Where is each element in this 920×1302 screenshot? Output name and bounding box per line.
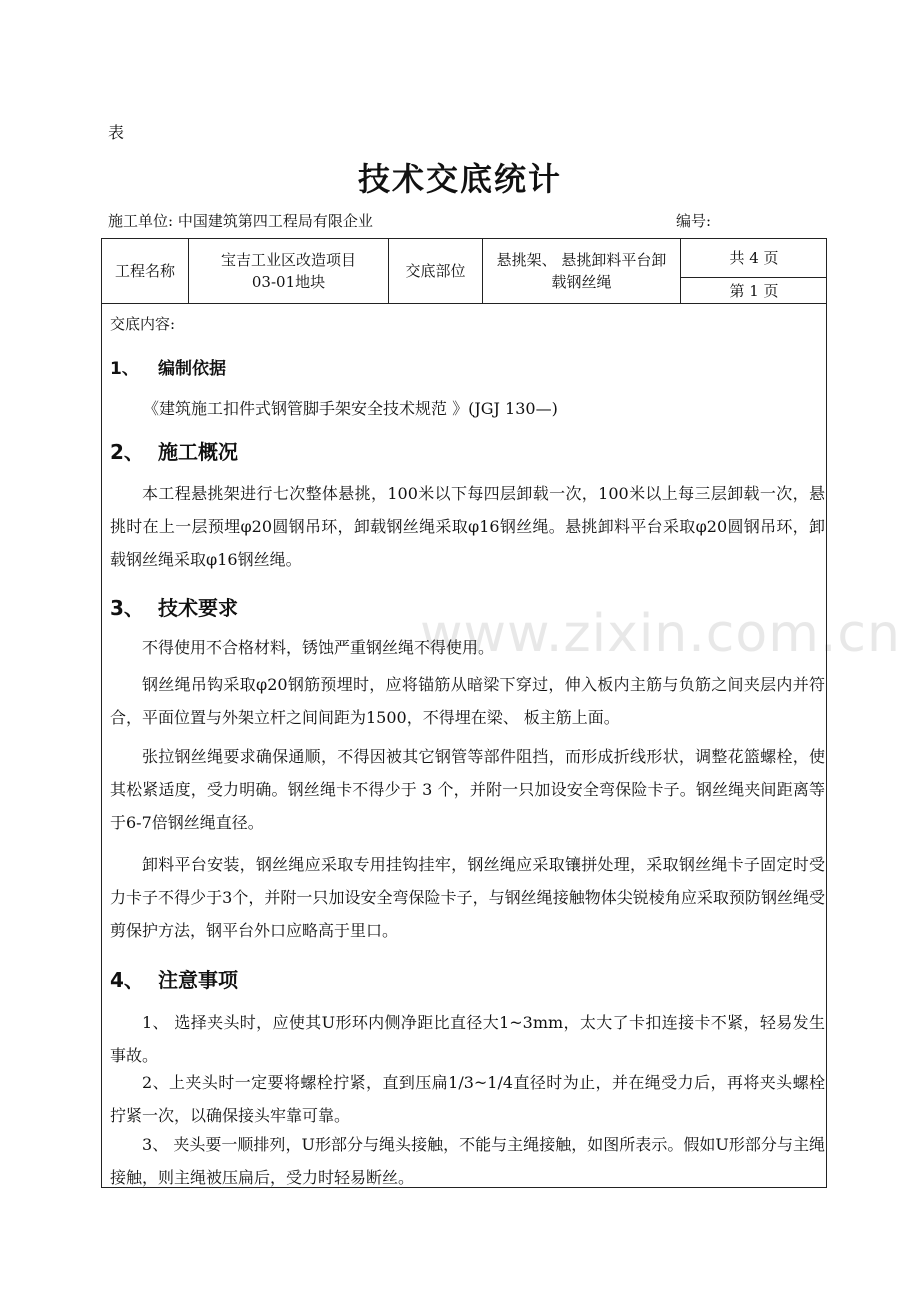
disclosure-part-line-2: 载钢丝绳 — [551, 273, 612, 291]
form-label: 表 — [108, 123, 125, 142]
section-number: 3、 — [110, 596, 144, 620]
section-heading — [110, 964, 238, 993]
section-number: 2、 — [110, 440, 144, 464]
section-heading — [110, 354, 226, 379]
section-title: 编制依据 — [158, 359, 226, 379]
section-number: 1、 — [110, 359, 139, 379]
watermark: www.zixin.com.cn — [420, 604, 901, 664]
requirement-paragraph: 张拉钢丝绳要求确保通顺，不得因被其它钢管等部件阻挡，而形成折线形状，调整花篮螺栓，使其松紧适度，受力明确。钢丝绳卡不得少于 3 个，并附一只加设安全弯保险卡子。钢丝绳夹间距离等于6-7倍钢丝绳直径。 — [110, 747, 825, 832]
section-title: 技术要求 — [158, 596, 238, 620]
total-pages: 共 4 页 — [729, 249, 779, 267]
requirement-paragraph: 卸料平台安装，钢丝绳应采取专用挂钩挂牢，钢丝绳应采取镶拼处理，采取钢丝绳卡子固定时受力卡子不得少于3个，并附一只加设安全弯保险卡子，与钢丝绳接触物体尖锐棱角应采取预防钢丝绳受剪保护方法，钢平台外口应略高于里口。 — [110, 855, 825, 940]
disclosure-part-line-1: 悬挑架、 悬挑卸料平台卸 — [496, 251, 667, 269]
requirement-paragraph: 钢丝绳吊钩采取φ20钢筋预埋时，应将锚筋从暗梁下穿过，伸入板内主筋与负筋之间夹层内并符合，平面位置与外架立杆之间间距为1500，不得埋在梁、 板主筋上面。 — [110, 675, 825, 727]
section-title: 施工概况 — [158, 440, 238, 464]
page-number: 第 1 页 — [729, 281, 779, 300]
requirement-paragraph: 不得使用不合格材料，锈蚀严重钢丝绳不得使用。 — [142, 638, 495, 657]
basis-paragraph: 《建筑施工扣件式钢管脚手架安全技术规范 》(JGJ 130—) — [143, 399, 558, 418]
content-label: 交底内容: — [110, 315, 176, 333]
note-paragraph: 3、 夹头要一顺排列，U形部分与绳头接触，不能与主绳接触，如图所表示。假如U形部分与主绳接触，则主绳被压扁后，受力时轻易断丝。 — [110, 1135, 825, 1187]
section-heading — [110, 436, 238, 465]
document-code-label: 编号: — [676, 212, 712, 230]
disclosure-part-value — [483, 239, 680, 303]
disclosure-part-label: 交底部位 — [405, 262, 466, 280]
page-title: 技术交底统计 — [357, 160, 562, 198]
section-title: 注意事项 — [158, 968, 238, 992]
table-row-divider — [101, 303, 827, 304]
project-name-line-1: 宝吉工业区改造项目 — [220, 251, 356, 269]
construction-unit: 施工单位: 中国建筑第四工程局有限企业 — [108, 212, 373, 230]
section-number: 4、 — [110, 968, 144, 992]
overview-paragraph: 本工程悬挑架进行七次整体悬挑，100米以下每四层卸载一次，100米以上每三层卸载一次，悬挑时在上一层预埋φ20圆钢吊环，卸载钢丝绳采取φ16钢丝绳。悬挑卸料平台采取φ20圆钢吊环，卸载钢丝绳采取φ16钢丝绳。 — [110, 484, 825, 569]
note-paragraph: 2、上夹头时一定要将螺栓拧紧，直到压扁1/3~1/4直径时为止，并在绳受力后，再将夹头螺栓拧紧一次，以确保接头牢靠可靠。 — [110, 1073, 825, 1125]
project-name-label: 工程名称 — [114, 262, 175, 280]
note-paragraph: 1、 选择夹头时，应使其U形环内侧净距比直径大1~3mm，太大了卡扣连接卡不紧，轻易发生事故。 — [110, 1013, 825, 1065]
project-name-line-2: 03-01地块 — [251, 273, 326, 291]
section-heading — [110, 592, 238, 621]
project-name-value — [189, 239, 388, 303]
